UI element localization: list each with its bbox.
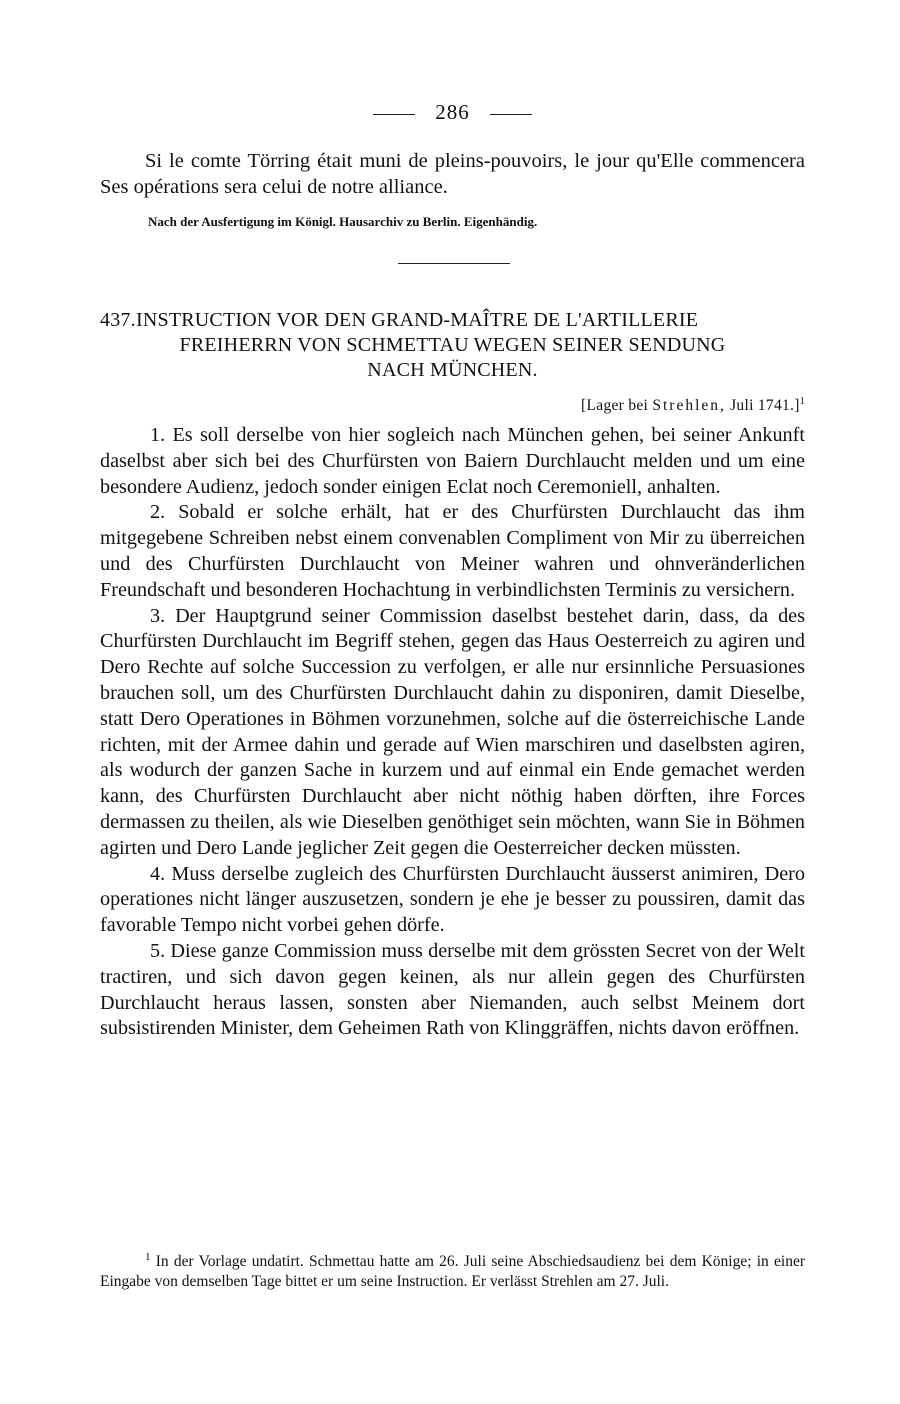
dateline [581,396,805,415]
previous-document-text [100,148,805,200]
document-heading [100,308,805,383]
dateline-date: Juli 1741.] [730,397,800,415]
section-divider [398,263,510,264]
document-number: 437. [100,309,136,331]
dateline-place: Strehlen, [652,397,726,415]
header-dash-left [373,114,415,115]
paragraph-1: 1. Es soll derselbe von hier sogleich nach München gehen, bei seiner Ankunft daselbst aber sich bei des Churfürsten von Baiern Durchlaucht melden und um eine besondere Audienz, jedoch sonder einigen Eclat noch Ceremoniell, anhalten. [100,424,805,498]
paragraph-4: 4. Muss derselbe zugleich des Churfürsten Durchlaucht äusserst animiren, Dero operationes nicht länger auszusetzen, sondern je ehe je besser zu poussiren, damit das favorable Tempo nicht vorbei gehen dörfe. [100,862,805,937]
previous-document-paragraph: Si le comte Törring était muni de pleins-pouvoirs, le jour qu'Elle commencera Ses opérations sera celui de notre alliance. [100,150,805,198]
document-title-line-1: INSTRUCTION VOR DEN GRAND-MAÎTRE DE L'ARTILLERIE [136,309,699,331]
footnotes [100,1247,805,1292]
header-dash-right [490,114,532,115]
footnote-text: In der Vorlage undatirt. Schmettau hatte am 26. Juli seine Abschiedsaudienz bei dem Könige; in einer Eingabe von demselben Tage bittet er um seine Instruction. Er verlässt Strehlen am 27. Juli. [100,1253,805,1291]
footnote-mark: 1 [145,1251,151,1263]
paragraph-2: 2. Sobald er solche erhält, hat er des Churfürsten Durchlaucht das ihm mitgegebene Schreiben nebst einem convenablen Compliment von Mir zu überreichen und des Churfürsten Durchlaucht von Meiner wahren und ohnveränderlichen Freundschaft und besonderen Hochachtung in verbindlichsten Terminis zu versichern. [100,501,805,601]
paragraph-3: 3. Der Hauptgrund seiner Commission daselbst bestehet darin, dass, da des Churfürsten Durchlaucht im Begriff stehen, gegen das Haus Oesterreich zu agiren und Dero Rechte auf solche Succession zu verfolgen, er alle nur ersinnliche Persuasiones brauchen soll, um des Churfürsten Durchlaucht dahin zu disponiren, damit Dieselbe, statt Dero Operationes in Böhmen vorzunehmen, solche auf die österreichische Lande richten, mit der Armee dahin und gerade auf Wien marschiren und daselbsten agiren, als wodurch der ganzen Sache in kurzem und auf einmal ein Ende gemachet werden kann, des Churfürsten Durchlaucht aber nicht nöthig haben dörften, ihre Forces dermassen zu theilen, als wie Dieselben genöthiget sein möchten, wann Sie in Böhmen agirten und Dero Lande jeglicher Zeit gegen die Oesterreicher decken müssten. [100,604,805,859]
source-note: Nach der Ausfertigung im Königl. Hausarchiv zu Berlin. Eigenhändig. [148,214,538,229]
document-title-line-2: FREIHERRN VON SCHMETTAU WEGEN SEINER SENDUNG [179,334,726,356]
page-header [100,100,805,125]
dateline-footnote-mark: 1 [799,396,805,407]
dateline-prefix: [Lager bei [581,397,649,415]
footnote [100,1247,805,1292]
document-title-line-3: NACH MÜNCHEN. [367,359,538,381]
page-number: 286 [435,100,470,124]
paragraph-5: 5. Diese ganze Commission muss derselbe mit dem grössten Secret von der Welt tractiren, und sich davon gegen keinen, als nur allein gegen des Churfürsten Durchlaucht heraus lassen, sonsten aber Niemanden, auch selbst Meinem dort subsistirenden Minister, dem Geheimen Rath von Klinggräffen, nichts davon eröffnen. [100,939,805,1040]
document-body [100,423,805,1042]
